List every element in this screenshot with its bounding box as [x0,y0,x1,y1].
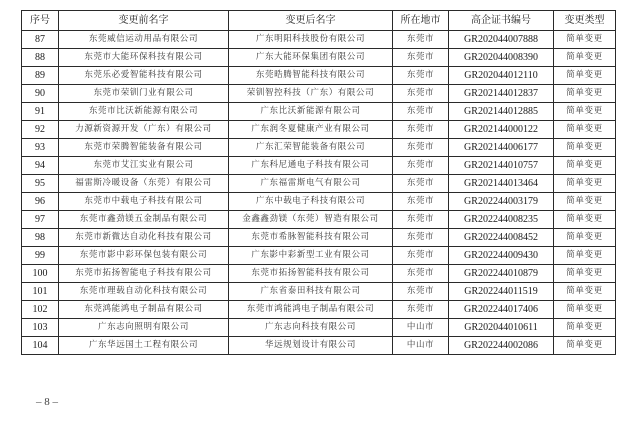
header-city: 所在地市 [393,11,449,31]
change-type-cell: 简单变更 [554,67,616,85]
certificate-number-cell: GR202244010879 [449,265,554,283]
table-row [22,67,616,85]
table-row [22,139,616,157]
header-name-before: 变更前名字 [59,11,229,31]
change-type-cell: 简单变更 [554,193,616,211]
name-after-cell: 广东志向科技有限公司 [229,319,393,337]
serial-cell: 87 [22,31,59,49]
serial-cell: 95 [22,175,59,193]
name-after-cell: 金鑫鑫劲镁（东莞）智造有限公司 [229,211,393,229]
certificate-number-cell: GR202044012110 [449,67,554,85]
header-certificate-number: 高企证书编号 [449,11,554,31]
name-before-cell: 力源新资源开发（广东）有限公司 [59,121,229,139]
city-cell: 东莞市 [393,67,449,85]
name-before-cell: 广东志向照明有限公司 [59,319,229,337]
name-after-cell: 广东中载电子科技有限公司 [229,193,393,211]
change-type-cell: 简单变更 [554,85,616,103]
name-before-cell: 广东华远国土工程有限公司 [59,337,229,355]
serial-cell: 90 [22,85,59,103]
change-type-cell: 简单变更 [554,31,616,49]
table-row [22,193,616,211]
header-change-type: 变更类型 [554,11,616,31]
city-cell: 东莞市 [393,229,449,247]
change-type-cell: 简单变更 [554,157,616,175]
name-before-cell: 东莞市艾江实业有限公司 [59,157,229,175]
serial-cell: 96 [22,193,59,211]
city-cell: 东莞市 [393,31,449,49]
certificate-number-cell: GR202244017406 [449,301,554,319]
table-row [22,85,616,103]
table-row [22,211,616,229]
table-row [22,31,616,49]
name-after-cell: 广东福雷斯电气有限公司 [229,175,393,193]
name-after-cell: 华远规划设计有限公司 [229,337,393,355]
city-cell: 东莞市 [393,139,449,157]
certificate-number-cell: GR202044007888 [449,31,554,49]
change-type-cell: 简单变更 [554,121,616,139]
name-after-cell: 东莞晧腾智能科技有限公司 [229,67,393,85]
change-type-cell: 简单变更 [554,175,616,193]
name-before-cell: 东莞市鑫劲镁五金制品有限公司 [59,211,229,229]
change-type-cell: 简单变更 [554,103,616,121]
change-type-cell: 简单变更 [554,319,616,337]
city-cell: 东莞市 [393,175,449,193]
name-before-cell: 东莞市荣钏门业有限公司 [59,85,229,103]
certificate-number-cell: GR202144000122 [449,121,554,139]
certificate-number-cell: GR202044008390 [449,49,554,67]
table-header-row [22,11,616,31]
serial-cell: 99 [22,247,59,265]
name-after-cell: 广东明阳科技股份有限公司 [229,31,393,49]
city-cell: 中山市 [393,337,449,355]
serial-cell: 88 [22,49,59,67]
certificate-number-cell: GR202244008235 [449,211,554,229]
header-serial: 序号 [22,11,59,31]
company-change-table-container [21,10,615,355]
header-name-after: 变更后名字 [229,11,393,31]
change-type-cell: 简单变更 [554,247,616,265]
name-after-cell: 广东汇荣智能装备有限公司 [229,139,393,157]
change-type-cell: 简单变更 [554,265,616,283]
certificate-number-cell: GR202244011519 [449,283,554,301]
table-row [22,265,616,283]
change-type-cell: 简单变更 [554,301,616,319]
company-change-table [21,10,616,355]
serial-cell: 98 [22,229,59,247]
city-cell: 东莞市 [393,265,449,283]
name-after-cell: 广东科尼通电子科技有限公司 [229,157,393,175]
name-before-cell: 东莞市拓扬智能电子科技有限公司 [59,265,229,283]
name-before-cell: 东莞市荣腾智能装备有限公司 [59,139,229,157]
city-cell: 东莞市 [393,283,449,301]
change-type-cell: 简单变更 [554,49,616,67]
certificate-number-cell: GR202144013464 [449,175,554,193]
table-row [22,121,616,139]
page-number: – 8 – [36,396,58,408]
certificate-number-cell: GR202144010757 [449,157,554,175]
name-before-cell: 福雷斯冷暖设备（东莞）有限公司 [59,175,229,193]
city-cell: 东莞市 [393,247,449,265]
serial-cell: 101 [22,283,59,301]
city-cell: 中山市 [393,319,449,337]
name-before-cell: 东莞市比沃新能源有限公司 [59,103,229,121]
name-after-cell: 东莞市拓扬智能科技有限公司 [229,265,393,283]
name-before-cell: 东莞威信运动用品有限公司 [59,31,229,49]
table-row [22,301,616,319]
certificate-number-cell: GR202244008452 [449,229,554,247]
serial-cell: 100 [22,265,59,283]
change-type-cell: 简单变更 [554,229,616,247]
certificate-number-cell: GR202144012837 [449,85,554,103]
city-cell: 东莞市 [393,49,449,67]
name-after-cell: 广东大能环保集团有限公司 [229,49,393,67]
city-cell: 东莞市 [393,193,449,211]
certificate-number-cell: GR202044010611 [449,319,554,337]
table-row [22,49,616,67]
name-after-cell: 东莞市鸿能鸿电子制品有限公司 [229,301,393,319]
name-before-cell: 东莞市理载自动化科技有限公司 [59,283,229,301]
name-before-cell: 东莞市中载电子科技有限公司 [59,193,229,211]
city-cell: 东莞市 [393,157,449,175]
certificate-number-cell: GR202244003179 [449,193,554,211]
serial-cell: 91 [22,103,59,121]
serial-cell: 94 [22,157,59,175]
name-after-cell: 广东省泰田科技有限公司 [229,283,393,301]
table-row [22,247,616,265]
table-body [22,31,616,355]
name-before-cell: 东莞鸿能鸿电子制品有限公司 [59,301,229,319]
serial-cell: 102 [22,301,59,319]
change-type-cell: 简单变更 [554,139,616,157]
certificate-number-cell: GR202244002086 [449,337,554,355]
change-type-cell: 简单变更 [554,337,616,355]
name-before-cell: 东莞乐必爱智能科技有限公司 [59,67,229,85]
certificate-number-cell: GR202144012885 [449,103,554,121]
city-cell: 东莞市 [393,85,449,103]
name-after-cell: 东莞市希脉智能科技有限公司 [229,229,393,247]
name-before-cell: 东莞市大能环保科技有限公司 [59,49,229,67]
table-row [22,337,616,355]
certificate-number-cell: GR202244009430 [449,247,554,265]
city-cell: 东莞市 [393,103,449,121]
table-row [22,157,616,175]
serial-cell: 89 [22,67,59,85]
name-after-cell: 广东影中彩新型工业有限公司 [229,247,393,265]
change-type-cell: 简单变更 [554,283,616,301]
name-before-cell: 东莞市影中彩环保包装有限公司 [59,247,229,265]
city-cell: 东莞市 [393,301,449,319]
name-before-cell: 东莞市新微达自动化科技有限公司 [59,229,229,247]
table-row [22,175,616,193]
certificate-number-cell: GR202144006177 [449,139,554,157]
serial-cell: 92 [22,121,59,139]
serial-cell: 93 [22,139,59,157]
table-row [22,283,616,301]
name-after-cell: 广东比沃新能源有限公司 [229,103,393,121]
serial-cell: 104 [22,337,59,355]
name-after-cell: 荣钏智控科技（广东）有限公司 [229,85,393,103]
change-type-cell: 简单变更 [554,211,616,229]
serial-cell: 103 [22,319,59,337]
city-cell: 东莞市 [393,121,449,139]
name-after-cell: 广东润冬夏健康产业有限公司 [229,121,393,139]
serial-cell: 97 [22,211,59,229]
table-row [22,229,616,247]
city-cell: 东莞市 [393,211,449,229]
table-row [22,319,616,337]
table-row [22,103,616,121]
